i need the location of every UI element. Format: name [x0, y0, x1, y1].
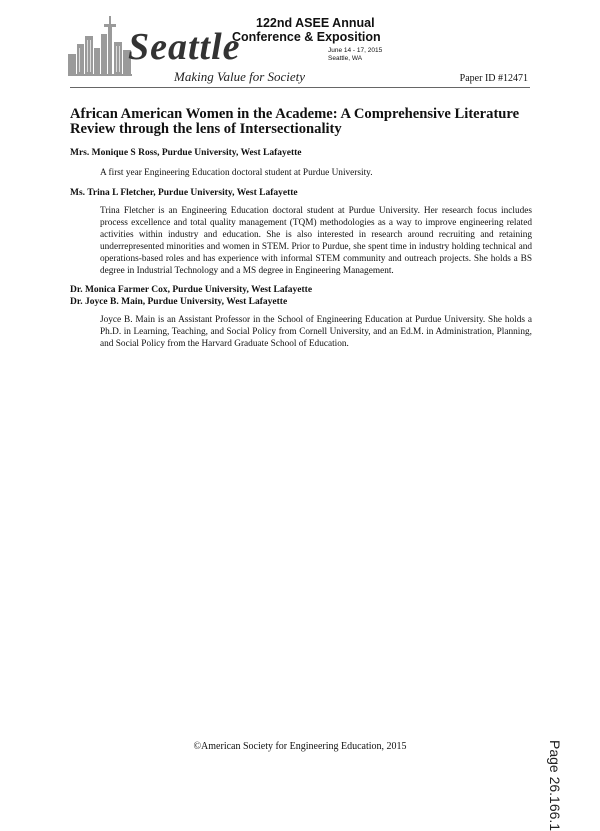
header-divider	[70, 87, 530, 88]
conference-location: Seattle, WA	[328, 55, 363, 62]
author-name: Dr. Joyce B. Main, Purdue University, West Lafayette	[70, 297, 288, 307]
author-name: Ms. Trina L Fletcher, Purdue University, West Lafayette	[70, 188, 298, 198]
conference-dates: June 14 - 17, 2015	[328, 47, 383, 54]
paper-content	[70, 107, 532, 357]
paper-title: African American Women in the Academe: A Comprehensive Literature Review through the lens of Intersectionality	[70, 106, 520, 137]
page-number: Page 26.166.1	[547, 740, 563, 831]
copyright-footer: ©American Society for Engineering Education, 2015	[193, 741, 407, 752]
author-bio: Trina Fletcher is an Engineering Education doctoral student at Purdue University. Her research focus includes process excellence and total quality management (TQM) methodologies as a way to improve engineering related activities within industry and education. She is also interested in research around recruiting and retaining underrepresented minorities and women in STEM. Prior to Purdue, she spent time in industry holding technical and operations-based roles and has experience with informal STEM community and outreach projects. She holds a BS degree in Industrial Technology and a MS degree in Engineering Management.	[100, 206, 532, 276]
conference-name-line2: Conference & Exposition	[232, 30, 381, 44]
author-name: Mrs. Monique S Ross, Purdue University, West Lafayette	[70, 148, 302, 158]
author-name: Dr. Monica Farmer Cox, Purdue University, West Lafayette	[70, 285, 313, 295]
logo-city-name: Seattle	[128, 26, 241, 68]
conference-info	[232, 16, 382, 63]
paper-id: Paper ID #12471	[459, 73, 528, 84]
author-bio: Joyce B. Main is an Assistant Professor in the School of Engineering Education at Purdue University. She holds a Ph.D. in Learning, Teaching, and Social Policy from Cornell University, and an Ed.M. in Administration, Planning, and Social Policy from the Harvard Graduate School of Education.	[100, 315, 532, 349]
logo-tagline: Making Value for Society	[174, 69, 306, 84]
conference-name-line1: 122nd ASEE Annual	[256, 16, 375, 30]
author-bio: A first year Engineering Education doctoral student at Purdue University.	[100, 168, 373, 178]
